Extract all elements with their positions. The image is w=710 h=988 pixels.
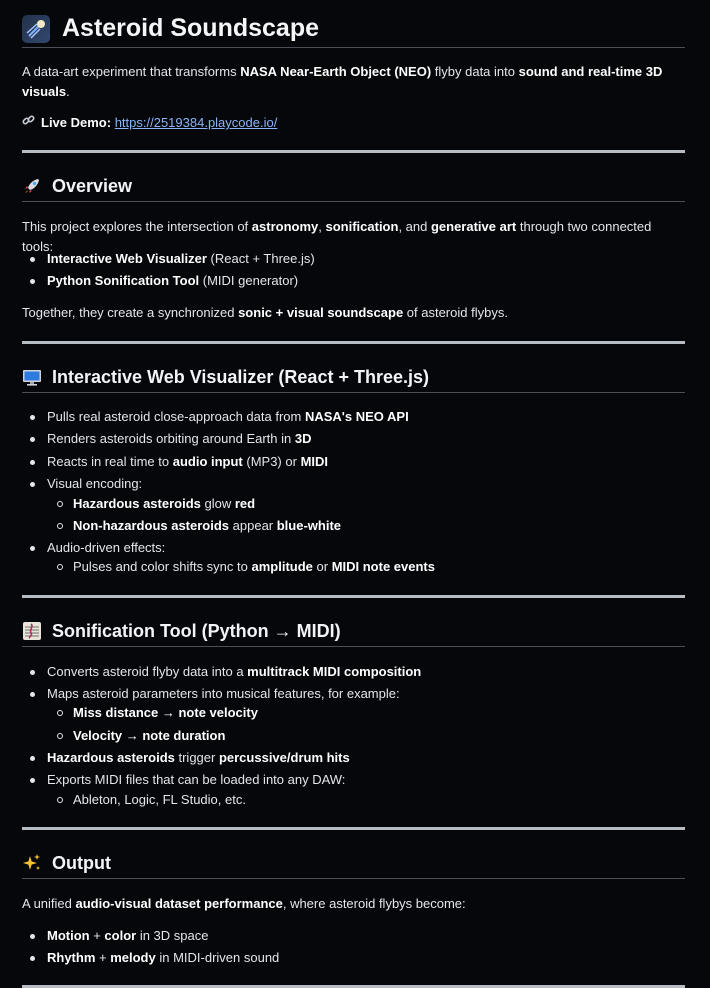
list-item: [47, 453, 328, 471]
text: Renders asteroids orbiting around Earth in: [47, 431, 295, 446]
bold-text: percussive/drum hits: [218, 750, 350, 765]
bold-text: Non-hazardous asteroids: [73, 518, 230, 533]
bold-text: red: [234, 496, 256, 511]
intro-text: .: [66, 84, 70, 99]
bold-text: sonification: [325, 219, 399, 234]
text: Pulses and color shifts sync to: [73, 559, 252, 574]
text: Visual encoding:: [47, 476, 143, 491]
list-item: [47, 949, 279, 967]
text: ,: [318, 219, 326, 234]
bold-text: NASA's NEO API: [304, 409, 409, 424]
sub-list-item: [73, 791, 246, 809]
text: This project explores the intersection of: [22, 219, 252, 234]
live-demo-label: Live Demo:: [41, 115, 112, 130]
bold-text: astronomy: [251, 219, 319, 234]
bold-text: Rhythm: [47, 950, 96, 965]
text: +: [89, 928, 105, 943]
text: Audio-driven effects:: [47, 540, 166, 555]
visualizer-heading: [22, 362, 685, 393]
overview-title: Overview: [52, 175, 133, 196]
list-item: [47, 685, 400, 703]
output-paragraph: [22, 894, 685, 914]
list-item: [47, 408, 409, 426]
text: A unified: [22, 896, 76, 911]
bold-text: Hazardous asteroids: [47, 750, 175, 765]
bold-text: audio input: [172, 454, 243, 469]
bold-text: Interactive Web Visualizer: [47, 251, 207, 266]
text: (MP3) or: [242, 454, 301, 469]
bold-text: multitrack MIDI composition: [247, 664, 422, 679]
page-title: Asteroid Soundscape: [62, 14, 319, 42]
text: glow: [200, 496, 235, 511]
bold-text: generative art: [430, 219, 517, 234]
text: +: [95, 950, 111, 965]
text: or: [312, 559, 332, 574]
link-icon: [22, 114, 35, 127]
visualizer-title: Interactive Web Visualizer (React + Three.js): [52, 366, 429, 387]
sub-list-item: [73, 727, 225, 745]
sonification-heading: [22, 616, 685, 647]
list-item: [47, 927, 208, 945]
text: Together, they create a synchronized: [22, 305, 239, 320]
sub-list-item: [73, 558, 435, 576]
bold-text: sonic + visual soundscape: [238, 305, 404, 320]
output-heading: [22, 848, 685, 879]
text: in MIDI-driven sound: [155, 950, 280, 965]
overview-summary: [22, 303, 685, 323]
comet-icon: [22, 15, 50, 43]
text: Exports MIDI files that can be loaded into any DAW:: [47, 772, 346, 787]
bold-text: MIDI note events: [331, 559, 435, 574]
list-item: [47, 771, 345, 789]
bold-text: 3D: [294, 431, 312, 446]
text: Converts asteroid flyby data into a: [47, 664, 248, 679]
musical-score-icon: [22, 621, 42, 641]
divider: [22, 341, 685, 344]
desktop-computer-icon: [22, 367, 42, 387]
intro-bold: NASA Near-Earth Object (NEO): [240, 64, 432, 79]
sonification-title: Sonification Tool (Python → MIDI): [52, 620, 341, 641]
intro-paragraph: [22, 62, 685, 102]
text: (MIDI generator): [199, 273, 299, 288]
divider: [22, 827, 685, 830]
text: in 3D space: [136, 928, 209, 943]
rocket-icon: [22, 176, 42, 196]
intro-text: A data-art experiment that transforms: [22, 64, 241, 79]
list-item: [47, 272, 298, 290]
list-item: [47, 430, 312, 448]
list-item: [47, 663, 421, 681]
bold-text: Motion: [47, 928, 90, 943]
bold-text: amplitude: [251, 559, 313, 574]
sub-list-item: [73, 495, 255, 513]
text: Ableton, Logic, FL Studio, etc.: [73, 792, 246, 807]
text: appear: [229, 518, 277, 533]
bold-text: Hazardous asteroids: [73, 496, 201, 511]
text: through two connected tools:: [22, 219, 652, 254]
bold-text: MIDI: [300, 454, 329, 469]
divider: [22, 595, 685, 598]
text: Maps asteroid parameters into musical features, for example:: [47, 686, 400, 701]
text: Pulls real asteroid close-approach data from: [47, 409, 305, 424]
overview-heading: [22, 171, 685, 202]
divider: [22, 150, 685, 153]
bold-text: audio-visual dataset performance: [75, 896, 283, 911]
sub-list-item: [73, 704, 258, 722]
page-title-row: [22, 10, 685, 48]
bold-text: color: [104, 928, 137, 943]
bold-text: Miss distance → note velocity: [73, 705, 258, 720]
text: of asteroid flybys.: [403, 305, 508, 320]
bold-text: blue-white: [276, 518, 342, 533]
text: , and: [398, 219, 431, 234]
text: (React + Three.js): [206, 251, 315, 266]
output-title: Output: [52, 852, 111, 873]
live-demo-line: [22, 113, 685, 133]
live-demo-link[interactable]: https://2519384.playcode.io/: [114, 115, 278, 130]
list-item: [47, 749, 350, 767]
list-item: [47, 250, 315, 268]
text: , where asteroid flybys become:: [282, 896, 466, 911]
sparkles-icon: [22, 853, 42, 873]
bold-text: Python Sonification Tool: [47, 273, 200, 288]
sub-list-item: [73, 517, 341, 535]
text: Reacts in real time to: [47, 454, 173, 469]
list-item: [47, 475, 142, 493]
bold-text: melody: [110, 950, 156, 965]
bold-text: Velocity → note duration: [73, 728, 226, 743]
intro-bold: sound and real-time 3D visuals: [22, 64, 663, 99]
text: trigger: [174, 750, 219, 765]
list-item: [47, 539, 165, 557]
intro-text: flyby data into: [431, 64, 519, 79]
